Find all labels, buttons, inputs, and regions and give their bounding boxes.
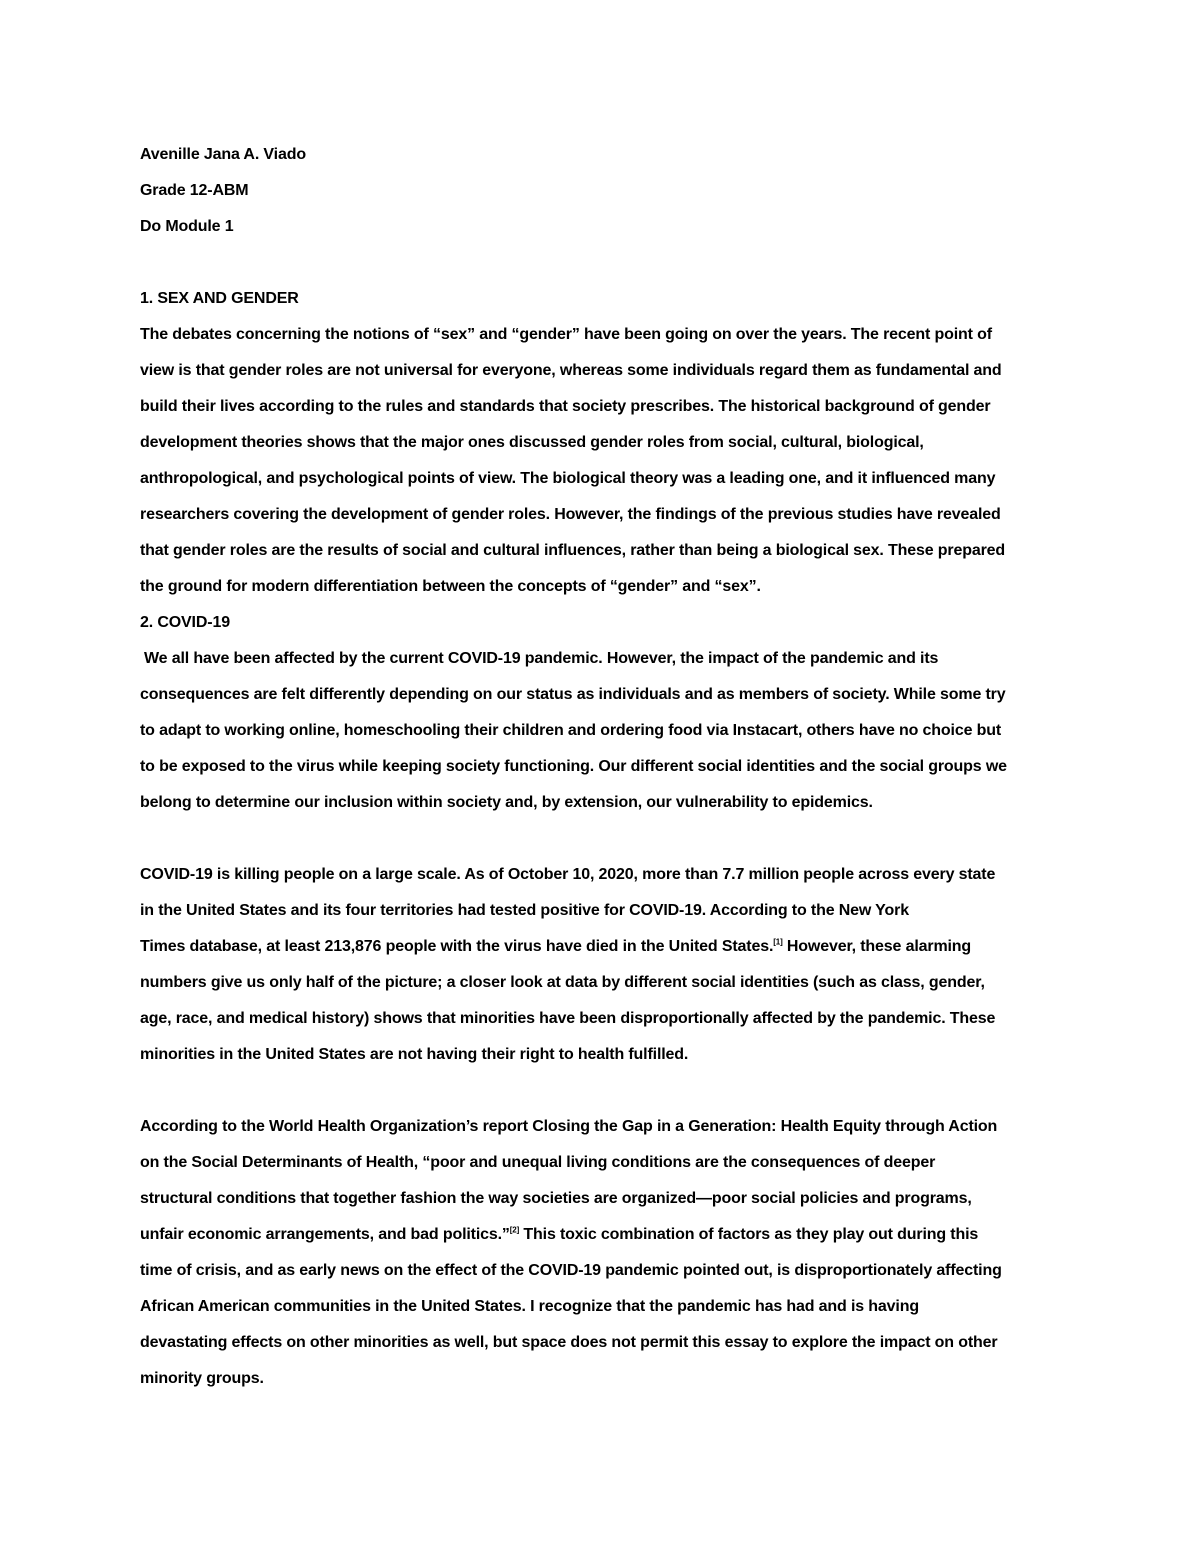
author-name: Avenille Jana A. Viado: [140, 146, 306, 163]
paragraph-line: anthropological, and psychological points of view. The biological theory was a leading one, and it influenced many: [140, 470, 996, 487]
paragraph-line: on the Social Determinants of Health, “poor and unequal living conditions are the consequences of deeper: [140, 1154, 936, 1171]
section-sex-gender-paragraph: [140, 317, 1065, 605]
footnote-reference-1[interactable]: [1]: [773, 937, 783, 947]
paragraph-line: COVID-19 is killing people on a large scale. As of October 10, 2020, more than 7.7 million people across every state: [140, 866, 996, 883]
paragraph-text: Times database, at least 213,876 people with the virus have died in the United States.: [140, 938, 774, 955]
paragraph-text: unfair economic arrangements, and bad politics.”: [140, 1226, 510, 1243]
paragraph-line: devastating effects on other minorities as well, but space does not permit this essay to explore the impact on other: [140, 1334, 998, 1351]
paragraph-line: The debates concerning the notions of “sex” and “gender” have been going on over the years. The recent point of: [140, 326, 992, 343]
paragraph-line: the ground for modern differentiation between the concepts of “gender” and “sex”.: [140, 578, 761, 595]
paragraph-line: minorities in the United States are not having their right to health fulfilled.: [140, 1046, 689, 1063]
footnote-reference-2[interactable]: [2]: [509, 1225, 520, 1235]
paragraph-line: [140, 1217, 1065, 1253]
paragraph-text: However, these alarming: [782, 938, 972, 955]
document-page: [140, 137, 1065, 1397]
paragraph-line: minority groups.: [140, 1370, 264, 1387]
paragraph-line: consequences are felt differently depending on our status as individuals and as members of society. While some try: [140, 686, 1006, 703]
covid-paragraph-2: [140, 857, 1065, 1073]
covid-paragraph-1: [140, 641, 1065, 821]
paragraph-line: age, race, and medical history) shows that minorities have been disproportionally affected by the pandemic. These: [140, 1010, 996, 1027]
paragraph-line: build their lives according to the rules and standards that society prescribes. The historical background of gender: [140, 398, 991, 415]
blank-line: [140, 821, 1065, 857]
paragraph-line: time of crisis, and as early news on the effect of the COVID-19 pandemic pointed out, is disproportionately affecting: [140, 1262, 1002, 1279]
paragraph-line: structural conditions that together fashion the way societies are organized—poor social policies and programs,: [140, 1190, 972, 1207]
grade-level: Grade 12-ABM: [140, 182, 249, 199]
covid-paragraph-3: [140, 1109, 1065, 1397]
paragraph-line: [140, 929, 1065, 965]
paragraph-line: to be exposed to the virus while keeping society functioning. Our different social identities and the social groups we: [140, 758, 1007, 775]
paragraph-line: view is that gender roles are not universal for everyone, whereas some individuals regard them as fundamental and: [140, 362, 1002, 379]
paragraph-line: numbers give us only half of the picture; a closer look at data by different social identities (such as class, gender,: [140, 974, 985, 991]
paragraph-line: development theories shows that the major ones discussed gender roles from social, cultural, biological,: [140, 434, 924, 451]
blank-line: [140, 1073, 1065, 1109]
paragraph-line: belong to determine our inclusion within society and, by extension, our vulnerability to epidemics.: [140, 794, 873, 811]
paragraph-line: in the United States and its four territories had tested positive for COVID-19. According to the New York: [140, 902, 909, 919]
section-heading-sex-gender: 1. SEX AND GENDER: [140, 290, 299, 307]
paragraph-line: According to the World Health Organization’s report Closing the Gap in a Generation: Health Equity through Action: [140, 1118, 998, 1135]
section-heading-covid: 2. COVID-19: [140, 614, 230, 631]
module-title: Do Module 1: [140, 218, 234, 235]
paragraph-text: This toxic combination of factors as they play out during this: [519, 1226, 979, 1243]
paragraph-line: researchers covering the development of gender roles. However, the findings of the previous studies have revealed: [140, 506, 1001, 523]
paragraph-line: to adapt to working online, homeschooling their children and ordering food via Instacart, others have no choice but: [140, 722, 1002, 739]
paragraph-line: that gender roles are the results of social and cultural influences, rather than being a biological sex. These prepared: [140, 542, 1006, 559]
paragraph-line: We all have been affected by the current COVID-19 pandemic. However, the impact of the pandemic and its: [144, 650, 939, 667]
blank-line: [140, 245, 1065, 281]
paragraph-line: African American communities in the United States. I recognize that the pandemic has had and is having: [140, 1298, 919, 1315]
